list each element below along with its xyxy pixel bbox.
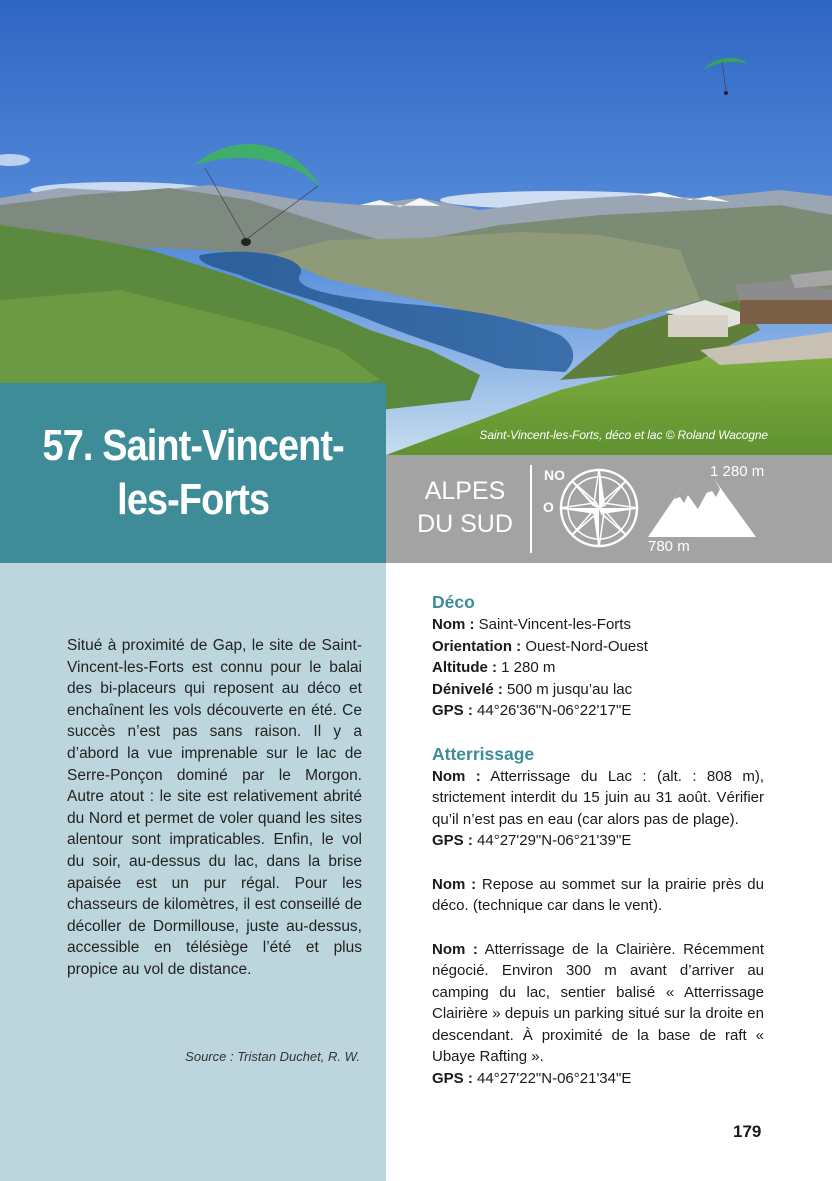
page-title	[42, 419, 343, 527]
page-number: 179	[733, 1122, 762, 1141]
landing-3: Nom : Atterrissage de la Clairière. Récemment négocié. Environ 300 m avant d’arriver au camping du lac, sentier balisé « Atterrissage Clairière » depuis un parking situé sur la droite en descendant. À proximité de la base de raft « Ubaye Rafting ».	[432, 940, 764, 1065]
intro-panel	[0, 563, 386, 1181]
title-line-2: les-Forts	[116, 475, 270, 524]
region-label	[402, 475, 528, 541]
landing-3-gps: GPS : 44°27'22"N-06°21'34"E	[432, 1069, 632, 1087]
title-line-1: 57. Saint-Vincent-	[42, 421, 344, 470]
deco-altitude: Altitude : 1 280 m	[432, 659, 556, 676]
deco-orientation: Orientation : Ouest-Nord-Ouest	[432, 637, 648, 655]
wind-label-o: O	[543, 499, 554, 515]
wind-label-no: NO	[544, 467, 565, 483]
deco-gps: GPS : 44°26'36"N-06°22'17"E	[432, 702, 632, 719]
altitude-top: 1 280 m	[710, 463, 765, 480]
region-line-2: DU SUD	[417, 510, 513, 538]
deco-denivele: Dénivelé : 500 m jusqu’au lac	[432, 680, 633, 698]
region-line-1: ALPES	[424, 477, 506, 505]
landing-1: Nom : Atterrissage du Lac : (alt. : 808 m), strictement interdit du 15 juin au 31 août. Vérifier qu’il n’est pas en eau (car alors pas de plage).	[432, 767, 765, 828]
title-block	[0, 383, 386, 563]
band-divider	[530, 465, 532, 553]
landing-1-gps: GPS : 44°27'29"N-06°21'39"E	[432, 832, 632, 849]
site-details	[432, 590, 764, 1089]
altitude-bottom: 780 m	[648, 538, 690, 555]
deco-nom: Nom : Saint-Vincent-les-Forts	[432, 616, 631, 633]
photo-caption: Saint-Vincent-les-Forts, déco et lac © Roland Wacogne	[479, 428, 768, 442]
atterrissage-heading: Atterrissage	[432, 743, 535, 764]
info-band	[386, 455, 832, 563]
source-credit: Source : Tristan Duchet, R. W.	[185, 1049, 360, 1064]
deco-heading: Déco	[432, 592, 475, 612]
landing-2: Nom : Repose au sommet sur la prairie près du déco. (technique car dans le vent).	[432, 875, 764, 914]
intro-text: Situé à proximité de Gap, le site de Saint-Vincent-les-Forts est connu pour le balai des bi-placeurs qui reposent au déco et enchaînent les vols découverte en été. Ce succès n’est pas sans raison. Il y a d’abord la vue imprenable sur le lac de Serre-Ponçon dominé par le Morgon. Autre atout : le site est relativement abrité du Nord et permet de voler quand les sites alentour sont impraticables. Enfin, le vol du soir, au-dessus du lac, dans la brise apaisée est un pur régal. Pour les chasseurs de kilomètres, il est conseillé de décoller de Dormillouse, juste au-dessus, accessible en télésiège l’été et plus propice au vol de distance.	[67, 637, 362, 978]
compass-rose-icon	[556, 465, 642, 551]
